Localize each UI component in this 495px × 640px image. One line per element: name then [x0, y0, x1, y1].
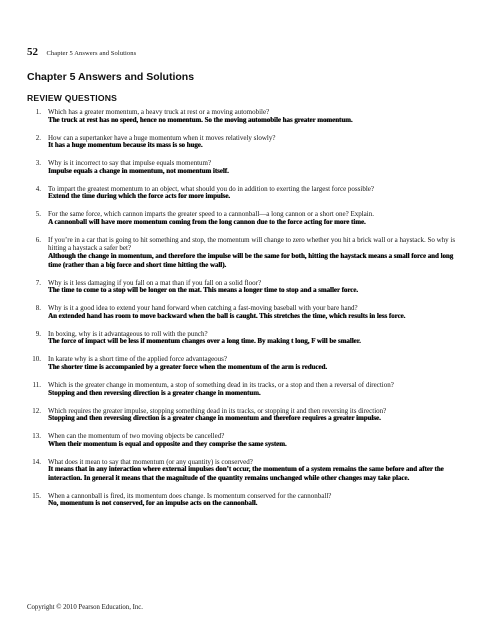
question-number: 8.	[35, 304, 41, 313]
question-text: To impart the greatest momentum to an object, what should you do in addition to exerting the largest force possible?	[48, 184, 374, 193]
answer-text: The force of impact will be less if momentum changes over a long time. By making t long, F will be smaller.	[48, 338, 361, 346]
question-number: 14.	[32, 457, 41, 466]
answer-text: It has a huge momentum because its mass is so huge.	[48, 142, 203, 150]
question-item	[27, 355, 467, 372]
question-text: Which is the greater change in momentum, a stop of something dead in its tracks, or a stop and then a reversal of direction?	[48, 380, 394, 389]
question-text: Why is it less damaging if you fall on a mat than if you fall on a solid floor?	[48, 278, 262, 287]
question-number: 12.	[32, 406, 41, 415]
question-number: 2.	[35, 133, 41, 142]
question-number: 15.	[32, 491, 41, 500]
question-item	[27, 236, 467, 270]
question-text: How can a supertanker have a huge momentum when it moves relatively slowly?	[48, 133, 276, 142]
question-text: When a cannonball is fired, its momentum does change. Is momentum conserved for the cannonball?	[48, 491, 332, 500]
question-item	[27, 492, 467, 509]
question-item	[27, 185, 467, 202]
running-head-text: Chapter 5 Answers and Solutions	[46, 50, 137, 57]
question-text: Why is it incorrect to say that impulse equals momentum?	[48, 159, 212, 168]
section-title: REVIEW QUESTIONS	[27, 93, 118, 103]
chapter-title: Chapter 5 Answers and Solutions	[27, 71, 195, 83]
answer-text: When their momentum is equal and opposite and they comprise the same system.	[48, 440, 287, 448]
question-number: 4.	[35, 184, 41, 193]
running-header	[27, 46, 136, 58]
answer-text: An extended hand has room to move backward when the ball is caught. This stretches the time, which results in less force.	[48, 312, 406, 320]
question-item	[27, 458, 467, 484]
answer-text: The time to come to a stop will be longer on the mat. This means a longer time to stop and a smaller force.	[48, 287, 358, 295]
question-item	[27, 159, 467, 176]
question-item	[27, 108, 467, 125]
question-text: If you’re in a car that is going to hit something and stop, the momentum will change to zero whether you hit a brick wall or a haystack. So why is hitting a haystack a safer bet?	[48, 235, 456, 253]
question-item	[27, 210, 467, 227]
question-item	[27, 134, 467, 151]
answer-text: The shorter time is accompanied by a greater force when the momentum of the arm is reduced.	[48, 363, 327, 371]
question-text: In karate why is a short time of the applied force advantageous?	[48, 355, 228, 364]
question-list	[27, 108, 467, 517]
answer-text: It means that in any interaction where external impulses don’t occur, the momentum of a system remains the same before and after the interaction. In general it means that the magnitude of the quantity remains unchanged while other changes may take place.	[48, 466, 444, 482]
answer-text: A cannonball will have more momentum coming from the long cannon due to the force acting for more time.	[48, 218, 366, 226]
question-text: Why is it a good idea to extend your hand forward when catching a fast-moving baseball with your bare hand?	[48, 304, 358, 313]
answer-text: No, momentum is not conserved, for an impulse acts on the cannonball.	[48, 500, 258, 508]
answer-text: Stopping and then reversing direction is a greater change in momentum and therefore requires a greater impulse.	[48, 415, 381, 423]
question-text: Which requires the greater impulse, stopping something dead in its tracks, or stopping it and then reversing its direction?	[48, 406, 387, 415]
answer-text: Stopping and then reversing direction is a greater change in momentum.	[48, 389, 261, 397]
question-item	[27, 381, 467, 398]
question-item	[27, 279, 467, 296]
answer-text: Impulse equals a change in momentum, not momentum itself.	[48, 167, 229, 175]
question-number: 13.	[32, 432, 41, 441]
question-number: 1.	[35, 108, 41, 116]
question-item	[27, 432, 467, 449]
question-item	[27, 407, 467, 424]
answer-text: Extend the time during which the force acts for more impulse.	[48, 193, 231, 201]
question-item	[27, 330, 467, 347]
question-number: 3.	[35, 159, 41, 168]
question-number: 7.	[35, 278, 41, 287]
question-number: 9.	[35, 329, 41, 338]
question-text: In boxing, why is it advantageous to roll with the punch?	[48, 329, 208, 338]
question-item	[27, 304, 467, 321]
answer-text: The truck at rest has no speed, hence no momentum. So the moving automobile has greater momentum.	[48, 116, 353, 124]
question-number: 11.	[32, 380, 41, 389]
question-number: 6.	[35, 235, 41, 244]
page-number: 52	[27, 46, 38, 58]
question-text: For the same force, which cannon imparts the greater speed to a cannonball—a long cannon or a short one? Explain.	[48, 210, 374, 219]
answer-text: Although the change in momentum, and therefore the impulse will be the same for both, hitting the haystack means a small force and long time (rather than a big force and short time hitting the wall).	[48, 253, 454, 269]
question-number: 5.	[35, 210, 41, 219]
question-text: What does it mean to say that momentum (or any quantity) is conserved?	[48, 457, 253, 466]
question-text: Which has a greater momentum, a heavy truck at rest or a moving automobile?	[48, 108, 270, 116]
copyright-footer: Copyright © 2010 Pearson Education, Inc.	[27, 604, 143, 611]
question-number: 10.	[32, 355, 41, 364]
question-text: When can the momentum of two moving objects be cancelled?	[48, 432, 225, 441]
